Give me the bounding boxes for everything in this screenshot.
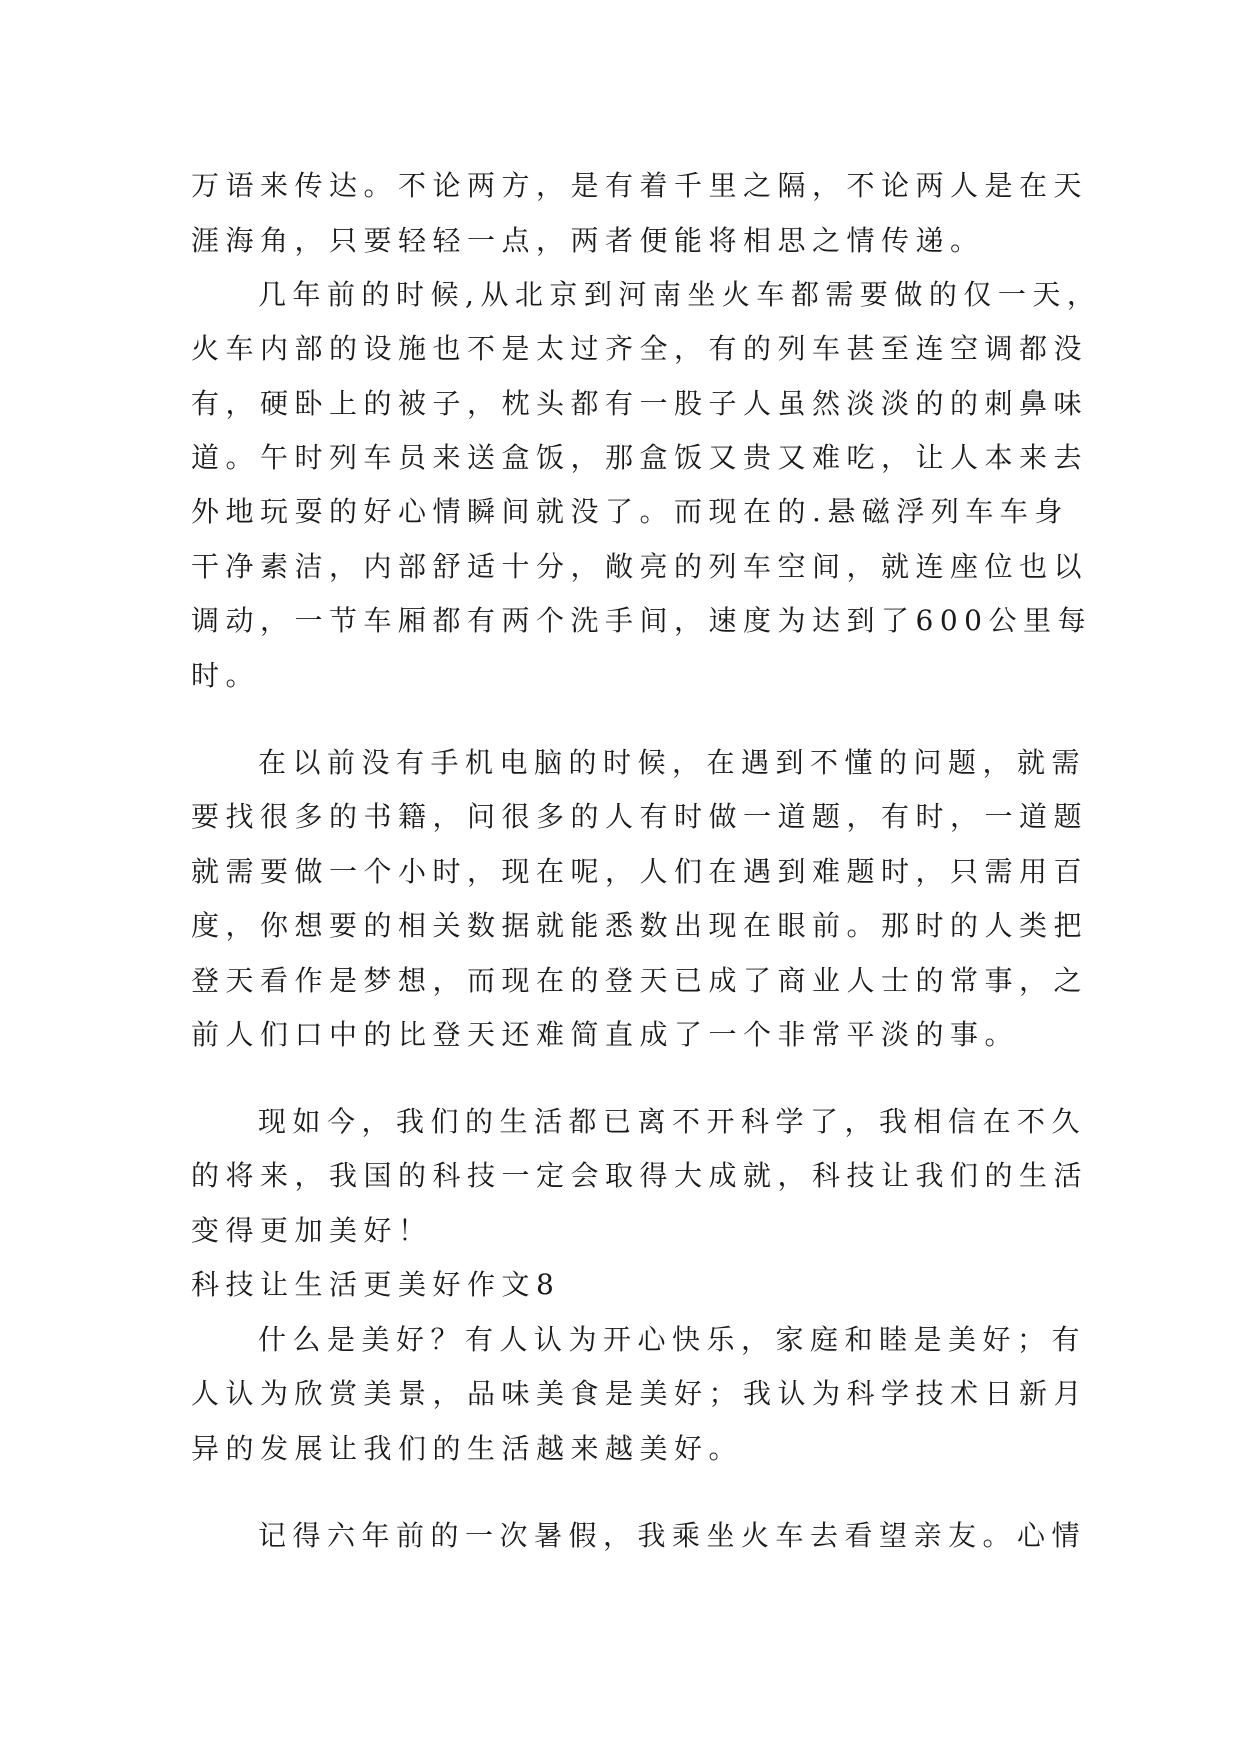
- paragraph-first-line: 在以前没有手机电脑的时候，在遇到不懂的问题，就需: [258, 746, 1087, 779]
- text-line: 就需要做一个小时，现在呢，人们在遇到难题时，只需用百: [191, 855, 1089, 888]
- section-title: 科技让生活更美好作文8: [191, 1268, 561, 1301]
- text-line: 变得更加美好！: [191, 1214, 433, 1247]
- text-line: 要找很多的书籍，问很多的人有时做一道题，有时，一道题: [191, 800, 1089, 833]
- paragraph-first-line: 记得六年前的一次暑假，我乘坐火车去看望亲友。心情: [258, 1519, 1087, 1552]
- text-line: 涯海角，只要轻轻一点，两者便能将相思之情传递。: [191, 224, 985, 257]
- text-line: 度，你想要的相关数据就能悉数出现在眼前。那时的人类把: [191, 909, 1089, 942]
- text-line: 道。午时列车员来送盒饭，那盒饭又贵又难吃，让人本来去: [191, 441, 1089, 474]
- text-line: 时。: [191, 659, 261, 692]
- text-line: 调动，一节车厢都有两个洗手间，速度为达到了600公里每: [191, 604, 1092, 637]
- text-line: 的将来，我国的科技一定会取得大成就，科技让我们的生活: [191, 1159, 1089, 1192]
- text-line: 干净素洁，内部舒适十分，敞亮的列车空间，就连座位也以: [191, 550, 1089, 583]
- text-line: 有，硬卧上的被子，枕头都有一股子人虽然淡淡的的刺鼻味: [191, 387, 1089, 420]
- text-line: 人认为欣赏美景，品味美食是美好；我认为科学技术日新月: [191, 1377, 1089, 1410]
- paragraph-first-line: 几年前的时候,从北京到河南坐火车都需要做的仅一天，: [258, 278, 1102, 311]
- paragraph-first-line: 什么是美好？有人认为开心快乐，家庭和睦是美好；有: [258, 1323, 1087, 1356]
- text-line: 火车内部的设施也不是太过齐全，有的列车甚至连空调都没: [191, 332, 1089, 365]
- text-line: 万语来传达。不论两方，是有着千里之隔，不论两人是在天: [191, 169, 1089, 202]
- paragraph-first-line: 现如今，我们的生活都已离不开科学了，我相信在不久: [258, 1105, 1087, 1138]
- text-line: 异的发展让我们的生活越来越美好。: [191, 1432, 744, 1465]
- text-line: 外地玩耍的好心情瞬间就没了。而现在的.悬磁浮列车车身: [191, 495, 1069, 528]
- text-line: 登天看作是梦想，而现在的登天已成了商业人士的常事，之: [191, 964, 1089, 997]
- text-line: 前人们口中的比登天还难简直成了一个非常平淡的事。: [191, 1018, 1020, 1051]
